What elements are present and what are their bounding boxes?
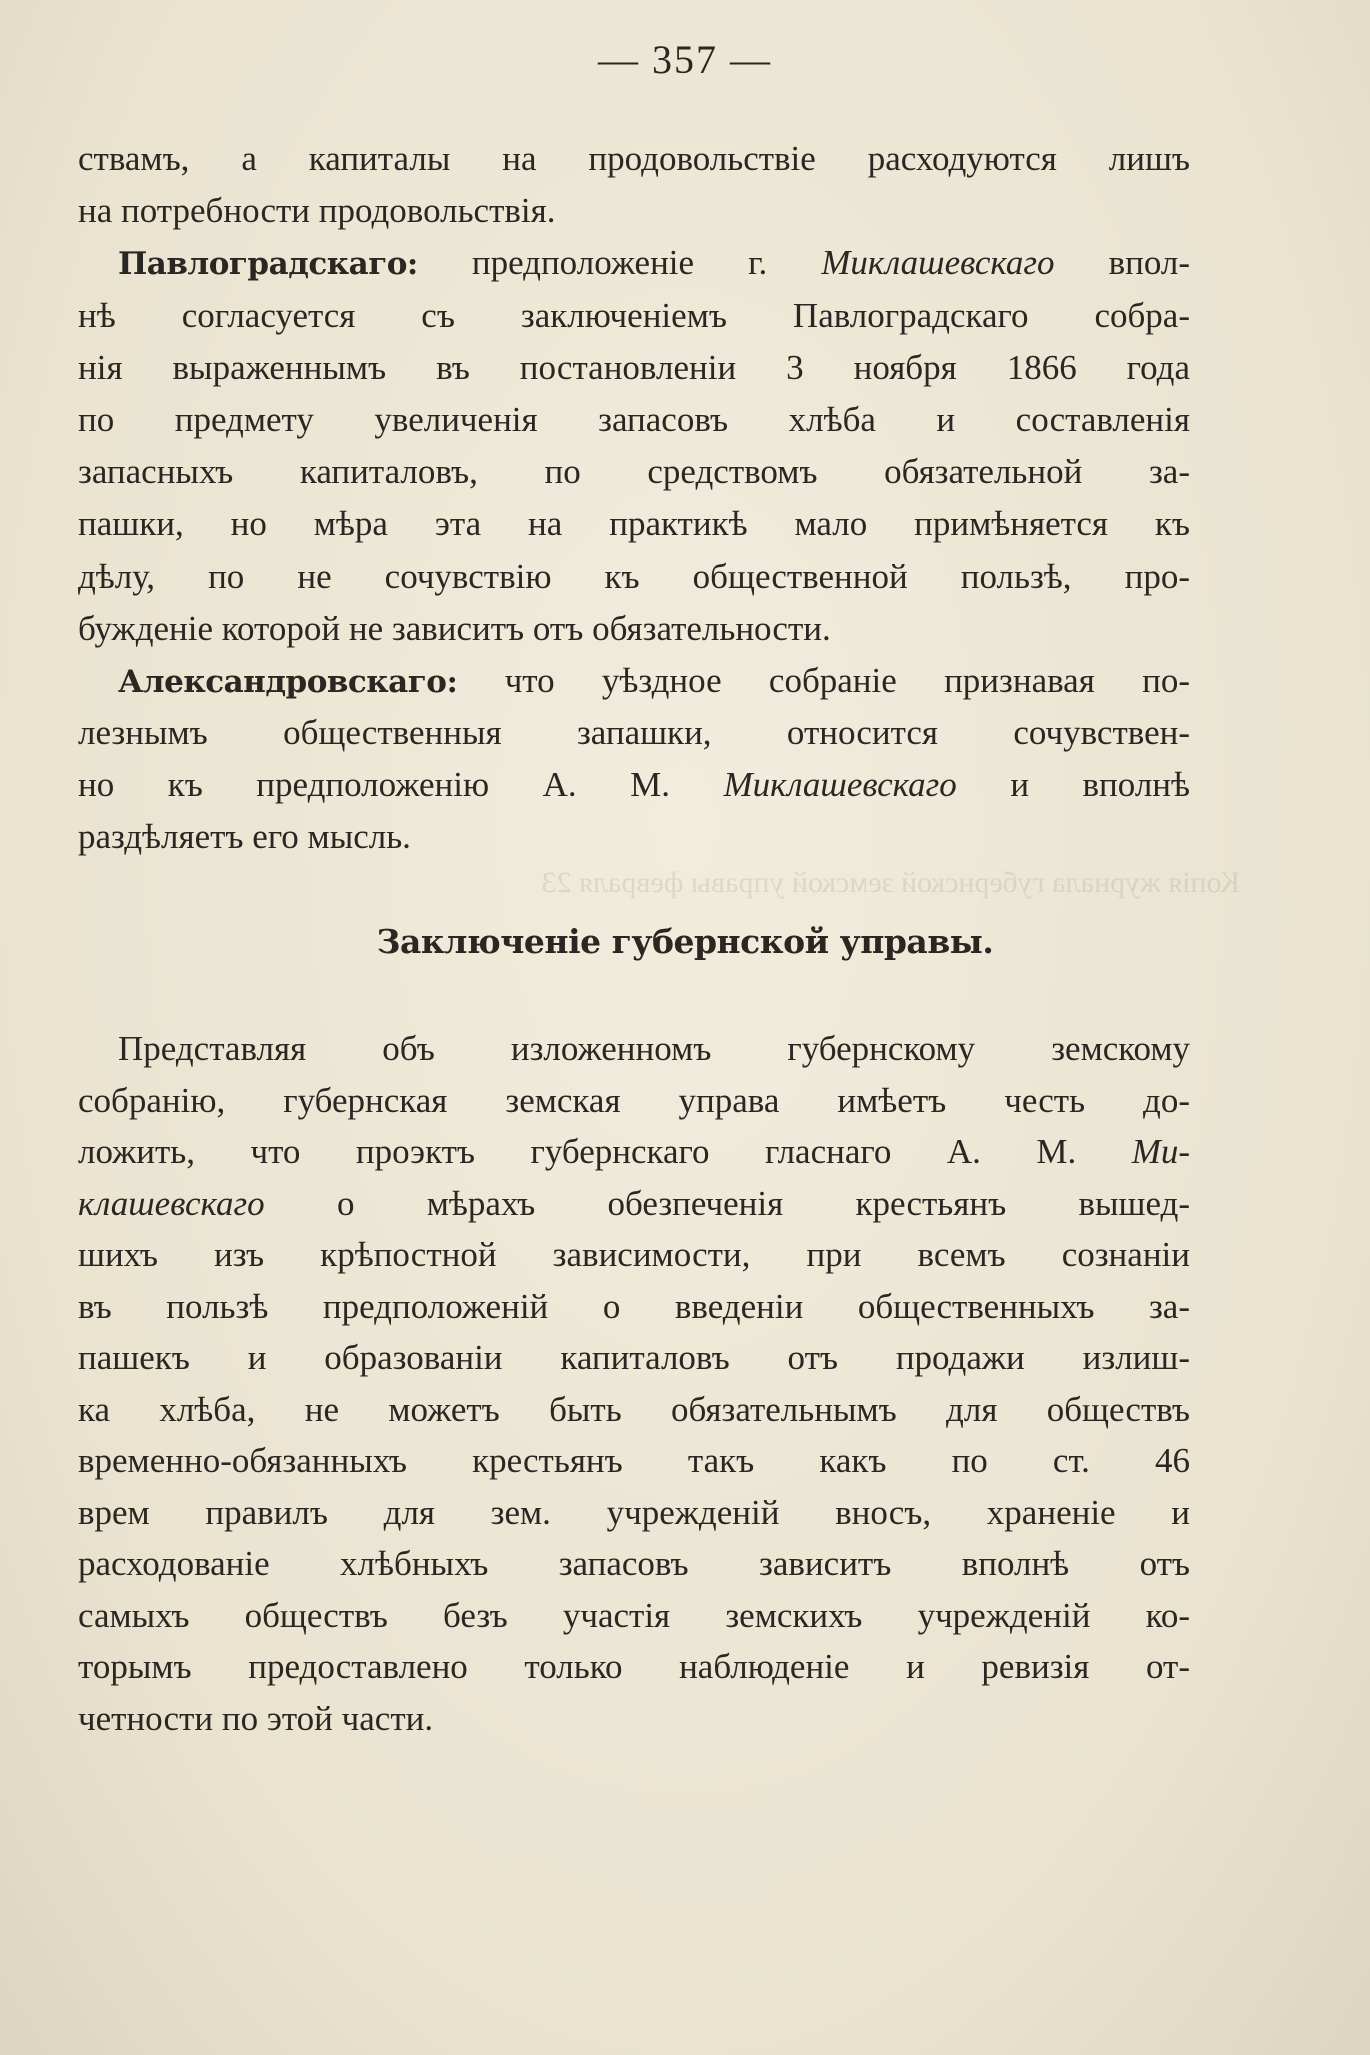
text-run: предположеніе г. <box>471 243 768 283</box>
text-run: и вполнѣ <box>1010 765 1191 805</box>
text-line: собранію, губернская земская управа имѣетъ честь до- <box>78 1080 1190 1120</box>
text-line: запасныхъ капиталовъ, по средствомъ обязательной за- <box>78 452 1190 492</box>
text-line: по предмету увеличенія запасовъ хлѣба и составленія <box>78 399 1190 439</box>
text-line: самыхъ обществъ безъ участія земскихъ учрежденій ко- <box>78 1595 1190 1635</box>
paragraph-aleksandrov-first-line <box>78 655 1190 707</box>
text-run: что уѣздное собраніе признавая по- <box>504 660 1190 700</box>
text-line: пашекъ и образованіи капиталовъ отъ продажи излиш- <box>78 1338 1190 1377</box>
text-line: врем правилъ для зем. учрежденій вносъ, храненіе и <box>78 1492 1190 1532</box>
page-number: — 357 — <box>598 37 772 82</box>
text-line: шихъ изъ крѣпостной зависимости, при всемъ сознаніи <box>78 1235 1190 1274</box>
text-line <box>78 1178 1190 1230</box>
text-line <box>78 759 1190 811</box>
surname-italic: Миклашевскаго <box>821 243 1055 283</box>
text-line: лезнымъ общественныя запашки, относится сочувствен- <box>78 713 1190 753</box>
text-line: расходованіе хлѣбныхъ запасовъ зависитъ вполнѣ отъ <box>78 1544 1190 1583</box>
text-run: ложить, что проэктъ губернскаго гласнаго А. М. <box>78 1132 1077 1171</box>
section-heading: Заключеніе губернской управы. <box>376 922 994 961</box>
paragraph-pavlograd-first-line <box>78 237 1190 289</box>
text-line: на потребности продовольствія. <box>78 191 556 231</box>
district-label-aleksandrov: Александровскаго: <box>118 663 458 700</box>
text-run: о мѣрахъ обезпеченія крестьянъ вышед- <box>336 1183 1191 1223</box>
text-line: дѣлу, по не сочувствію къ общественной пользѣ, про- <box>78 556 1190 596</box>
text-run: но къ предположенію А. М. <box>78 765 671 805</box>
text-run: впол- <box>1108 243 1190 283</box>
surname-italic: Ми- <box>1131 1132 1191 1171</box>
text-line: пашки, но мѣра эта на практикѣ мало примѣняется къ <box>78 504 1190 544</box>
text-line: бужденіе которой не зависитъ отъ обязательности. <box>78 608 831 648</box>
text-line: торымъ предоставлено только наблюденіе и ревизія от- <box>78 1647 1190 1686</box>
text-line: четности по этой части. <box>78 1698 434 1738</box>
text-line: раздѣляетъ его мысль. <box>78 817 411 857</box>
text-line: нѣ согласуется съ заключеніемъ Павлоградскаго собра- <box>78 295 1190 335</box>
upper-text <box>78 133 1190 864</box>
text-line: временно-обязанныхъ крестьянъ такъ какъ по ст. 46 <box>78 1441 1190 1480</box>
text-line: ка хлѣба, не можетъ быть обязательнымъ для обществъ <box>78 1389 1190 1429</box>
text-line: Представляя объ изложенномъ губернскому земскому <box>118 1029 1190 1068</box>
district-label-pavlograd: Павлоградскаго: <box>118 246 418 283</box>
lower-text <box>78 1023 1190 1744</box>
surname-italic: клашевскаго <box>78 1183 265 1223</box>
text-line <box>78 1126 1190 1178</box>
text-line: ствамъ, а капиталы на продовольствіе расходуются лишъ <box>78 139 1190 178</box>
text-line: въ пользѣ предположеній о введеніи общественныхъ за- <box>78 1286 1190 1326</box>
bleed-through-text: Копія журнала губернской земской управы февраля 23 <box>541 866 1240 899</box>
surname-italic: Миклашевскаго <box>723 765 957 805</box>
text-line: нія выраженнымъ въ постановленіи 3 ноября 1866 года <box>78 347 1190 387</box>
